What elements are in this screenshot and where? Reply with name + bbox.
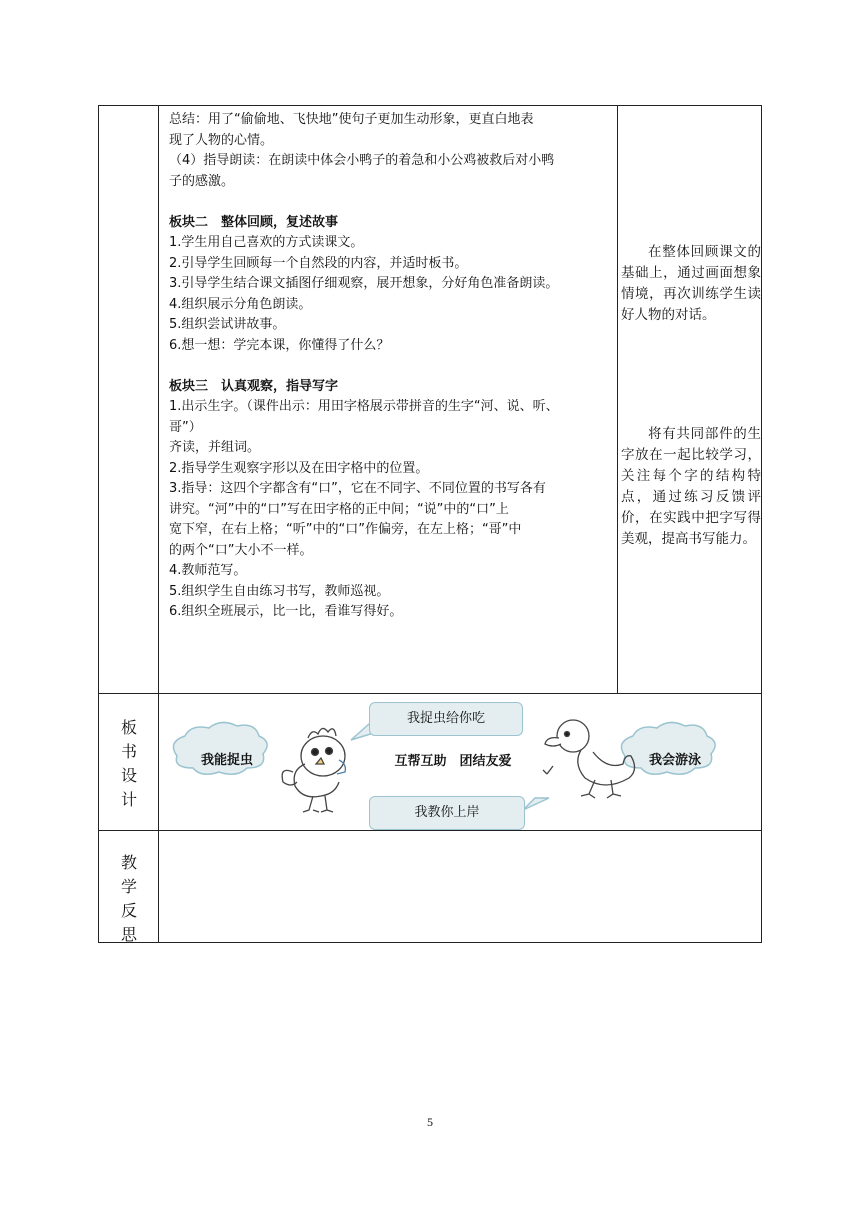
section2-item: 2.引导学生回顾每一个自然段的内容，并适时板书。 (169, 255, 468, 271)
cloud-right-label: 我会游泳 (648, 753, 701, 768)
page-number: 5 (427, 1115, 433, 1129)
section2-item: 6.想一想：学完本课，你懂得了什么？ (169, 337, 390, 353)
section3-title: 板块三 认真观察，指导写字 (169, 378, 339, 394)
summary-line-2: 现了人物的心情。 (169, 132, 274, 148)
main-content (163, 106, 617, 623)
section2-item: 1.学生用自己喜欢的方式读课文。 (169, 235, 364, 250)
section3-item: 5.组织学生自由练习书写，教师巡视。 (169, 583, 390, 599)
section2-title: 板块二 整体回顾，复述故事 (169, 214, 339, 230)
section3-item: 齐读，并组词。 (169, 440, 261, 455)
section3-item: 讲究。“河”中的“口”写在田字格的正中间；“说”中的“口”上 (169, 501, 509, 517)
section3-item: 宽下窄，在右上格；“听”中的“口”作偏旁，在左上格；“哥”中 (169, 522, 522, 537)
section3-item: 的两个“口”大小不一样。 (169, 542, 313, 558)
section3-item: 1.出示生字。（课件出示：用田字格展示带拼音的生字“河、说、听、 (169, 399, 559, 414)
board-design (163, 694, 761, 830)
row-divider-reflection (99, 830, 761, 831)
duck-illustration (543, 720, 635, 798)
side-note-1: 在整体回顾课文的基础上，通过画面想象情境，再次训练学生读好人物的对话。 (621, 244, 761, 323)
section3-item: 6.组织全班展示，比一比，看谁写得好。 (169, 604, 403, 619)
board-center-text: 互帮互助 团结友爱 (394, 754, 512, 769)
reflection-label: 教 学 反 思 (120, 853, 137, 944)
side-note-2: 将有共同部件的生字放在一起比较学习，关注每个字的结构特点，通过练习反馈评价，在实践中把字写得美观，提高书写能力。 (621, 426, 761, 547)
section3-item: 哥”） (169, 419, 202, 435)
column-divider-left (158, 106, 159, 942)
column-divider-right (617, 106, 618, 693)
bubble-top: 我捉虫给你吃 (369, 702, 523, 736)
lesson-table (98, 105, 762, 943)
bubble-bottom-tail (523, 798, 549, 810)
bubble-bottom: 我教你上岸 (369, 796, 525, 830)
summary-line-1: 总结：用了“偷偷地、飞快地”使句子更加生动形象，更直白地表 (169, 112, 534, 127)
rooster-illustration (282, 728, 345, 812)
section2-item: 3.引导学生结合课文插图仔细观察，展开想象，分好角色准备朗读。 (169, 276, 559, 291)
section2-item: 4.组织展示分角色朗读。 (169, 296, 312, 312)
section3-item: 3.指导：这四个字都含有“口”，它在不同字、不同位置的书写各有 (169, 481, 546, 496)
section3-item: 4.教师范写。 (169, 563, 247, 578)
cloud-left-label: 我能捉虫 (200, 753, 253, 768)
section3-item: 2.指导学生观察字形以及在田字格中的位置。 (169, 460, 429, 476)
reading-line-1: （4）指导朗读：在朗读中体会小鸭子的着急和小公鸡被救后对小鸭 (169, 153, 555, 168)
reading-line-2: 子的感激。 (169, 173, 235, 189)
board-design-label: 板 书 设 计 (120, 718, 137, 809)
section2-item: 5.组织尝试讲故事。 (169, 317, 286, 332)
